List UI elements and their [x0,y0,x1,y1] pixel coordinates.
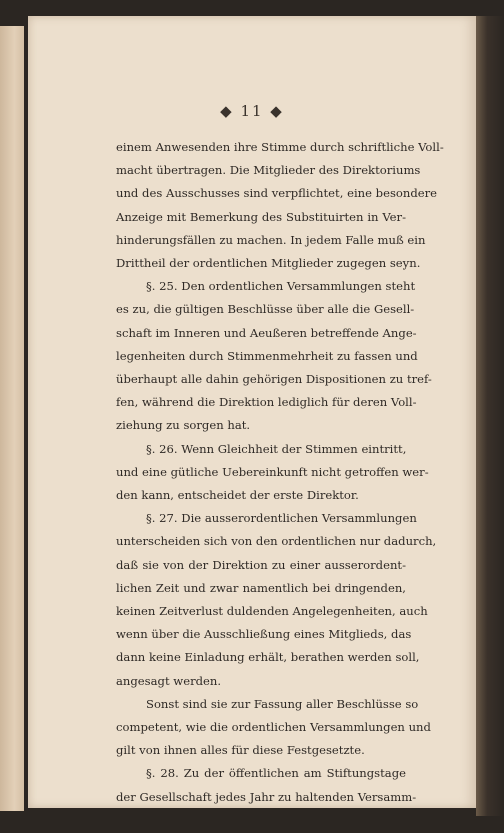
text-line: lichen Zeit und zwar namentlich bei dringenden, [116,580,406,595]
text-line: gilt von ihnen alles für diese Festgesetzte. [116,743,365,758]
text-line: Anzeige mit Bemerkung des Substituirten in Ver- [116,209,406,224]
text-line: §. 28. Zu der öffentlichen am Stiftungstage [146,766,406,781]
text-line: schaft im Inneren und Aeußeren betreffende Ange- [116,325,417,340]
text-line: es zu, die gültigen Beschlüsse über alle die Gesell- [116,302,415,317]
left-page-edge [0,26,24,811]
book-page [28,16,476,808]
text-line: legenheiten durch Stimmenmehrheit zu fassen und [116,348,418,363]
page-header: ◆ 11 ◆ [220,102,284,120]
text-line: competent, wie die ordentlichen Versammlungen und [116,720,431,735]
text-line: der Gesellschaft jedes Jahr zu haltenden Versamm- [116,789,417,804]
text-line: §. 27. Die ausserordentlichen Versammlungen [146,511,417,526]
text-line: fen, während die Direktion lediglich für deren Voll- [116,395,417,410]
text-line: macht übertragen. Die Mitglieder des Direktoriums [116,163,421,178]
text-line: dann keine Einladung erhält, berathen werden soll, [116,650,420,665]
text-line: keinen Zeitverlust duldenden Angelegenheiten, auch [116,604,428,619]
right-binding-edge [476,16,504,816]
text-line: hinderungsfällen zu machen. In jedem Falle muß ein [116,232,426,247]
text-line: unterscheiden sich von den ordentlichen nur dadurch, [116,534,437,549]
text-line: ziehung zu sorgen hat. [116,418,251,433]
text-line: §. 25. Den ordentlichen Versammlungen steht [146,279,416,294]
text-line: §. 26. Wenn Gleichheit der Stimmen eintritt, [146,441,407,456]
text-line: und eine gütliche Uebereinkunft nicht getroffen wer- [116,464,429,479]
text-line: einem Anwesenden ihre Stimme durch schriftliche Voll- [116,140,444,154]
page-body-text [116,136,444,809]
text-line: daß sie von der Direktion zu einer ausserordent- [116,557,406,572]
text-line: Drittheil der ordentlichen Mitglieder zugegen seyn. [116,256,421,271]
text-line: angesagt werden. [116,673,222,688]
text-line: den kann, entscheidet der erste Direktor. [116,488,359,503]
text-line: überhaupt alle dahin gehörigen Dispositionen zu tref- [116,372,432,387]
text-line: wenn über die Ausschließung eines Mitglieds, das [116,627,412,642]
text-line: und des Ausschusses sind verpflichtet, eine besondere [116,186,438,201]
text-line: Sonst sind sie zur Fassung aller Beschlüsse so [146,696,419,711]
